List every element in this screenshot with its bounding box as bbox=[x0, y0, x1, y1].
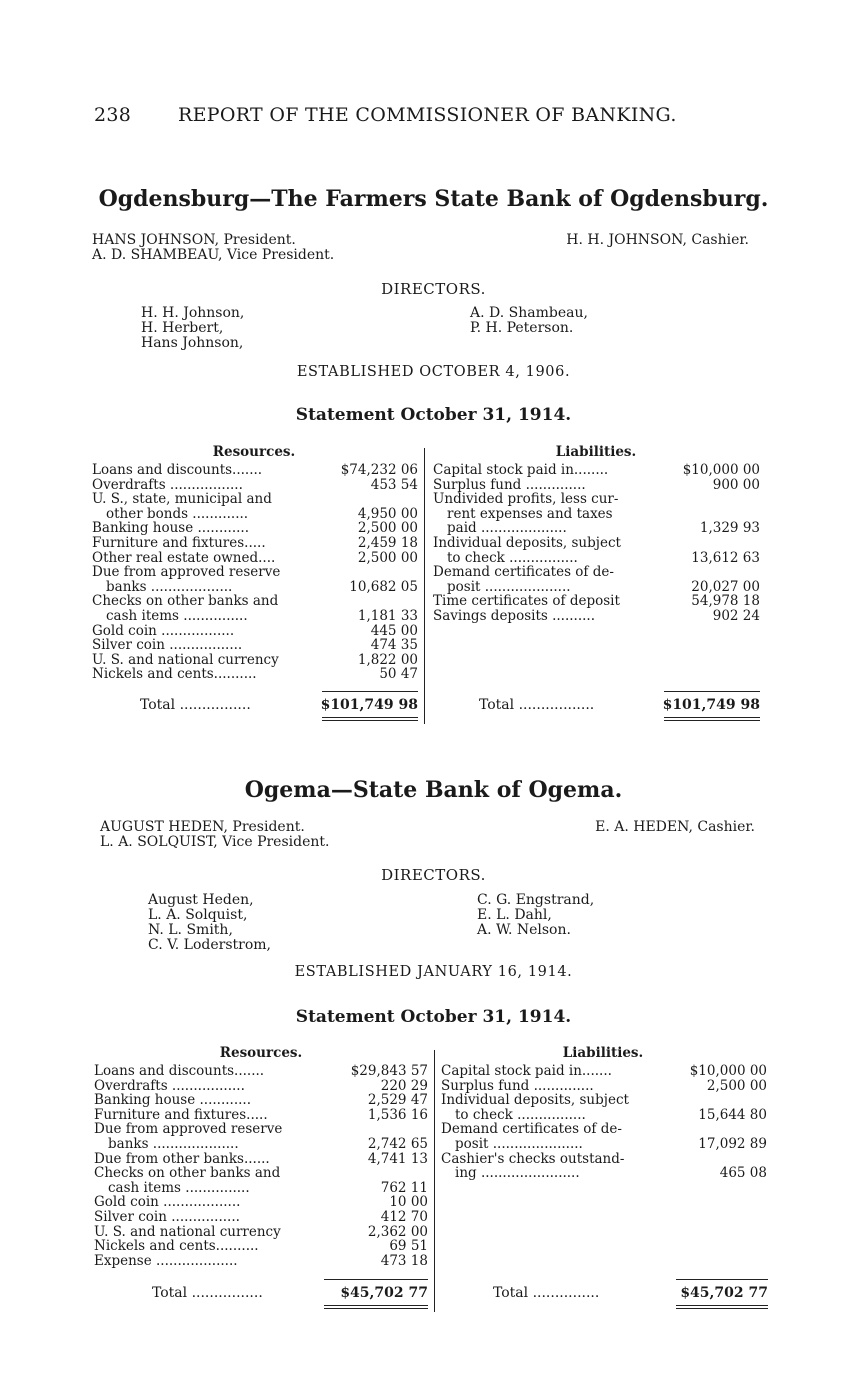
table-row bbox=[441, 1064, 767, 1079]
running-head: REPORT OF THE COMMISSIONER OF BANKING. bbox=[178, 104, 677, 126]
line-item-label: Demand certificates of de- bbox=[441, 1122, 622, 1137]
table-row bbox=[94, 1166, 428, 1181]
line-item-label: Furniture and fixtures..... bbox=[92, 535, 266, 551]
table-row bbox=[94, 1152, 428, 1167]
column-divider bbox=[424, 448, 425, 724]
line-item-amount bbox=[324, 565, 418, 580]
line-item-amount: $29,843 57 bbox=[350, 1064, 428, 1079]
table-row bbox=[92, 624, 418, 639]
statement-heading: Statement October 31, 1914. bbox=[295, 405, 572, 425]
line-item-amount: 412 70 bbox=[380, 1209, 428, 1225]
line-item-amount: 20,027 00 bbox=[691, 579, 760, 595]
line-item-label: to check ................ bbox=[455, 1107, 586, 1123]
table-row bbox=[92, 594, 418, 609]
line-item-label: Capital stock paid in........ bbox=[433, 463, 609, 478]
established-date: ESTABLISHED OCTOBER 4, 1906. bbox=[296, 364, 571, 380]
line-item-label: Banking house ............ bbox=[92, 521, 250, 536]
line-item-amount bbox=[664, 492, 760, 507]
table-row bbox=[441, 1079, 767, 1094]
director: C. V. Loderstrom, bbox=[148, 937, 271, 953]
total-double-rule bbox=[322, 717, 418, 721]
line-item-label: Furniture and fixtures..... bbox=[94, 1107, 268, 1123]
director: E. L. Dahl, bbox=[477, 907, 552, 923]
line-item-label: other bonds ............. bbox=[106, 506, 249, 522]
table-row bbox=[433, 492, 760, 507]
line-item-label: Gold coin .................. bbox=[94, 1195, 241, 1210]
resources-heading: Resources. bbox=[219, 1045, 303, 1061]
resources-total-label: Total ................ bbox=[152, 1285, 263, 1301]
line-item-label: Nickels and cents.......... bbox=[92, 667, 257, 682]
resources-total: $101,749 98 bbox=[320, 697, 418, 713]
liabilities-total: $45,702 77 bbox=[680, 1285, 768, 1301]
line-item-label: banks ................... bbox=[106, 579, 233, 595]
line-item-amount: 2,500 00 bbox=[357, 550, 418, 566]
line-item-amount bbox=[664, 536, 760, 551]
resources-heading: Resources. bbox=[212, 444, 296, 460]
table-row bbox=[92, 536, 418, 551]
directors-left bbox=[148, 893, 271, 953]
table-row bbox=[441, 1166, 767, 1181]
line-item-amount: 50 47 bbox=[379, 667, 418, 682]
line-item-amount: 762 11 bbox=[380, 1180, 428, 1196]
page-number: 238 bbox=[94, 104, 132, 126]
line-item-amount: 54,978 18 bbox=[691, 594, 760, 609]
resources-total-label: Total ................ bbox=[140, 697, 251, 713]
table-row bbox=[92, 521, 418, 536]
line-item-amount: 4,950 00 bbox=[357, 506, 418, 522]
line-item-label: cash items ............... bbox=[108, 1180, 250, 1196]
line-item-amount bbox=[324, 492, 418, 507]
line-item-label: Expense ................... bbox=[94, 1253, 238, 1269]
line-item-amount: 473 18 bbox=[380, 1253, 428, 1269]
table-row bbox=[94, 1122, 428, 1137]
line-item-label: Other real estate owned.... bbox=[92, 550, 276, 566]
table-row bbox=[92, 492, 418, 507]
line-item-amount bbox=[332, 1166, 428, 1181]
table-row bbox=[92, 478, 418, 493]
line-item-amount: 15,644 80 bbox=[698, 1107, 767, 1123]
line-item-label: Surplus fund .............. bbox=[433, 477, 586, 493]
total-double-rule bbox=[664, 717, 760, 721]
liabilities-heading: Liabilities. bbox=[555, 444, 637, 460]
resources-table bbox=[94, 1064, 428, 1268]
table-row bbox=[92, 507, 418, 522]
line-item-amount bbox=[332, 1122, 428, 1137]
line-item-label: Savings deposits .......... bbox=[433, 608, 595, 624]
director: A. D. Shambeau, bbox=[470, 305, 588, 321]
line-item-amount: $10,000 00 bbox=[689, 1064, 767, 1079]
table-row bbox=[433, 580, 760, 595]
statement-heading: Statement October 31, 1914. bbox=[295, 1007, 572, 1027]
line-item-amount bbox=[664, 507, 760, 522]
established-date: ESTABLISHED JANUARY 16, 1914. bbox=[294, 964, 573, 980]
liabilities-total: $101,749 98 bbox=[662, 697, 760, 713]
line-item-amount: 220 29 bbox=[380, 1078, 428, 1094]
line-item-amount: 900 00 bbox=[712, 477, 760, 493]
resources-total: $45,702 77 bbox=[340, 1285, 428, 1301]
line-item-amount: 17,092 89 bbox=[698, 1136, 767, 1152]
table-row bbox=[94, 1210, 428, 1225]
line-item-label: Due from approved reserve bbox=[94, 1122, 283, 1137]
total-double-rule bbox=[324, 1305, 428, 1309]
director: L. A. Solquist, bbox=[148, 907, 248, 923]
table-row bbox=[441, 1093, 767, 1108]
line-item-amount bbox=[664, 565, 760, 580]
table-row bbox=[441, 1108, 767, 1123]
table-row bbox=[92, 667, 418, 682]
total-rule bbox=[322, 691, 418, 692]
line-item-label: U. S. and national currency bbox=[94, 1224, 281, 1240]
line-item-label: Gold coin ................. bbox=[92, 623, 235, 639]
line-item-amount: 4,741 13 bbox=[367, 1151, 428, 1167]
table-row bbox=[94, 1181, 428, 1196]
table-row bbox=[92, 609, 418, 624]
line-item-label: ing ....................... bbox=[455, 1166, 580, 1181]
total-rule bbox=[664, 691, 760, 692]
line-item-amount: 1,822 00 bbox=[357, 652, 418, 668]
vice-president: L. A. SOLQUIST, Vice President. bbox=[100, 834, 330, 850]
line-item-label: Checks on other banks and bbox=[94, 1166, 281, 1181]
line-item-amount: 465 08 bbox=[719, 1166, 767, 1181]
table-row bbox=[433, 565, 760, 580]
table-row bbox=[94, 1093, 428, 1108]
line-item-label: Individual deposits, subject bbox=[433, 535, 621, 551]
table-row bbox=[433, 609, 760, 624]
table-row bbox=[433, 594, 760, 609]
total-rule bbox=[324, 1279, 428, 1280]
liabilities-heading: Liabilities. bbox=[562, 1045, 644, 1061]
table-row bbox=[94, 1195, 428, 1210]
director: N. L. Smith, bbox=[148, 922, 233, 938]
line-item-label: to check ................ bbox=[447, 550, 578, 566]
officers-left bbox=[100, 820, 329, 850]
line-item-label: Individual deposits, subject bbox=[441, 1093, 629, 1108]
cashier: H. H. JOHNSON, Cashier. bbox=[566, 232, 749, 248]
directors-right bbox=[470, 306, 588, 336]
table-row bbox=[94, 1239, 428, 1254]
director: H. H. Johnson, bbox=[141, 305, 245, 321]
line-item-label: Nickels and cents.......... bbox=[94, 1239, 259, 1254]
line-item-label: Due from other banks...... bbox=[94, 1151, 270, 1167]
line-item-label: Loans and discounts....... bbox=[94, 1064, 265, 1079]
line-item-amount: 1,181 33 bbox=[357, 608, 418, 624]
line-item-amount bbox=[671, 1122, 767, 1137]
line-item-amount bbox=[671, 1152, 767, 1167]
line-item-amount: $10,000 00 bbox=[682, 463, 760, 478]
president: HANS JOHNSON, President. bbox=[92, 232, 296, 248]
line-item-amount: 902 24 bbox=[712, 608, 760, 624]
liabilities-total-label: Total ............... bbox=[493, 1285, 600, 1301]
table-row bbox=[92, 580, 418, 595]
line-item-amount: 2,500 00 bbox=[706, 1078, 767, 1094]
line-item-amount: 69 51 bbox=[389, 1239, 428, 1254]
line-item-amount: 10,682 05 bbox=[349, 579, 418, 595]
line-item-label: paid .................... bbox=[447, 521, 567, 536]
table-row bbox=[433, 551, 760, 566]
table-row bbox=[433, 521, 760, 536]
liabilities-table bbox=[441, 1064, 767, 1181]
table-row bbox=[433, 536, 760, 551]
table-row bbox=[92, 463, 418, 478]
line-item-amount: 474 35 bbox=[370, 638, 418, 653]
line-item-label: Due from approved reserve bbox=[92, 565, 281, 580]
line-item-amount bbox=[671, 1093, 767, 1108]
line-item-amount: 445 00 bbox=[370, 623, 418, 639]
line-item-label: Overdrafts ................. bbox=[94, 1078, 245, 1094]
line-item-amount: 453 54 bbox=[370, 477, 418, 493]
liabilities-total-label: Total ................. bbox=[479, 697, 595, 713]
line-item-label: rent expenses and taxes bbox=[447, 506, 613, 522]
table-row bbox=[94, 1108, 428, 1123]
table-row bbox=[94, 1225, 428, 1240]
line-item-label: U. S. and national currency bbox=[92, 652, 279, 668]
total-double-rule bbox=[676, 1305, 768, 1309]
director: A. W. Nelson. bbox=[477, 922, 571, 938]
line-item-amount: 2,742 65 bbox=[367, 1136, 428, 1152]
table-row bbox=[92, 653, 418, 668]
table-row bbox=[433, 478, 760, 493]
line-item-amount: 1,536 16 bbox=[367, 1107, 428, 1123]
president: AUGUST HEDEN, President. bbox=[100, 819, 305, 835]
directors-heading: DIRECTORS. bbox=[381, 866, 486, 884]
table-row bbox=[94, 1137, 428, 1152]
line-item-amount: $74,232 06 bbox=[340, 463, 418, 478]
column-divider bbox=[434, 1050, 435, 1312]
directors-left bbox=[141, 306, 244, 351]
line-item-amount: 2,500 00 bbox=[357, 521, 418, 536]
line-item-label: Overdrafts ................. bbox=[92, 477, 243, 493]
table-row bbox=[441, 1122, 767, 1137]
director: P. H. Peterson. bbox=[470, 320, 574, 336]
line-item-label: posit ..................... bbox=[455, 1136, 583, 1152]
line-item-label: Demand certificates of de- bbox=[433, 565, 614, 580]
line-item-label: Time certificates of deposit bbox=[433, 594, 620, 609]
line-item-label: Banking house ............ bbox=[94, 1093, 252, 1108]
line-item-label: banks .................... bbox=[108, 1136, 239, 1152]
table-row bbox=[92, 638, 418, 653]
bank-title: Ogdensburg—The Farmers State Bank of Ogdensburg. bbox=[98, 186, 769, 212]
line-item-label: U. S., state, municipal and bbox=[92, 492, 272, 507]
director: Hans Johnson, bbox=[141, 335, 244, 351]
resources-table bbox=[92, 463, 418, 682]
table-row bbox=[433, 507, 760, 522]
directors-heading: DIRECTORS. bbox=[381, 280, 486, 298]
table-row bbox=[441, 1152, 767, 1167]
table-row bbox=[92, 565, 418, 580]
officers-left bbox=[92, 233, 334, 263]
line-item-amount bbox=[324, 594, 418, 609]
line-item-label: Capital stock paid in....... bbox=[441, 1064, 612, 1079]
directors-right bbox=[477, 893, 594, 938]
line-item-amount: 2,362 00 bbox=[367, 1224, 428, 1240]
bank-title: Ogema—State Bank of Ogema. bbox=[244, 777, 623, 803]
table-row bbox=[94, 1064, 428, 1079]
line-item-label: Silver coin ................ bbox=[94, 1209, 240, 1225]
line-item-amount: 10 00 bbox=[389, 1195, 428, 1210]
line-item-label: Surplus fund .............. bbox=[441, 1078, 594, 1094]
total-rule bbox=[676, 1279, 768, 1280]
line-item-label: cash items ............... bbox=[106, 608, 248, 624]
line-item-label: posit .................... bbox=[447, 579, 571, 595]
line-item-amount: 2,459 18 bbox=[357, 535, 418, 551]
line-item-label: Checks on other banks and bbox=[92, 594, 279, 609]
line-item-amount: 2,529 47 bbox=[367, 1093, 428, 1108]
vice-president: A. D. SHAMBEAU, Vice President. bbox=[92, 247, 335, 263]
table-row bbox=[94, 1079, 428, 1094]
cashier: E. A. HEDEN, Cashier. bbox=[595, 819, 755, 835]
line-item-label: Loans and discounts....... bbox=[92, 463, 263, 478]
line-item-label: Undivided profits, less cur- bbox=[433, 492, 619, 507]
line-item-label: Silver coin ................. bbox=[92, 638, 243, 653]
table-row bbox=[92, 551, 418, 566]
line-item-amount: 1,329 93 bbox=[699, 521, 760, 536]
director: C. G. Engstrand, bbox=[477, 892, 595, 908]
line-item-label: Cashier's checks outstand- bbox=[441, 1151, 625, 1167]
liabilities-table bbox=[433, 463, 760, 624]
director: August Heden, bbox=[148, 892, 254, 908]
director: H. Herbert, bbox=[141, 320, 224, 336]
table-row bbox=[433, 463, 760, 478]
line-item-amount: 13,612 63 bbox=[691, 550, 760, 566]
table-row bbox=[441, 1137, 767, 1152]
table-row bbox=[94, 1254, 428, 1269]
